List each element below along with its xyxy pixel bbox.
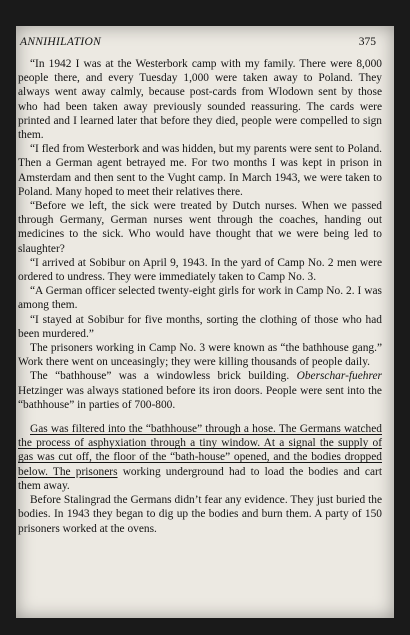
paragraph-selection: “A German officer selected twenty-eight girls for work in Camp No. 2. I was among them. xyxy=(18,285,382,312)
paragraph-bathhouse-building xyxy=(18,369,382,412)
page-body xyxy=(18,57,382,536)
paragraph-arrival: “I arrived at Sobibur on April 9, 1943. In the yard of Camp No. 2 men were ordered to undress. They were immediately taken to Camp No. 3. xyxy=(18,256,382,284)
book-page xyxy=(16,26,394,618)
paragraph-fled: “I fled from Westerbork and was hidden, but my parents were sent to Poland. Then a German agent betrayed me. For two months I was kept in prison in Amsterdam and then sent to the Vught camp. In March 1943, we were taken to Poland. Many hoped to meet their relatives there. xyxy=(18,143,382,198)
page-header xyxy=(20,36,376,52)
paragraph-nurses: “Before we left, the sick were treated by Dutch nurses. When we passed through Germany, German nurses went through the coaches, handing out medicines to the sick. Who would have thought that we were being led to slaughter? xyxy=(18,200,382,255)
bathhouse-text-2: Hetzinger was always stationed before its iron doors. People were sent into the “bathhouse” in parties of 700-800. xyxy=(18,384,382,411)
bathhouse-text-1: The “bathhouse” was a windowless brick building. xyxy=(30,370,297,383)
paragraph-gas xyxy=(18,422,382,493)
rank-italic: Oberschar-fuehrer xyxy=(296,370,382,383)
running-title: ANNIHILATION xyxy=(20,36,102,48)
paragraph-westerbork: “In 1942 I was at the Westerbork camp with my family. There were 8,000 people there, and every Tuesday 1,000 were taken away to Poland. They always went away calmly, because post-cards from Wlodown sent by those who had been taken away previously sounded reassuring. The cards were printed and I learned later that before they died, people were compelled to sign them. xyxy=(18,58,382,142)
page-number: 375 xyxy=(358,36,376,48)
underlined-passage: Gas was filtered into the “bathhouse” through a hose. The Germans watched the process of asphyxiation through a tiny window. At a signal the supply of gas was cut off, the floor of the “bath-house” opened, and the bodies dropped below. The prisoners xyxy=(18,423,382,478)
paragraph-sorting: “I stayed at Sobibur for five months, sorting the clothing of those who had been murdered.” xyxy=(18,313,382,340)
paragraph-bathhouse-gang: The prisoners working in Camp No. 3 were known as “the bathhouse gang.” Work there went on unceasingly; they were killing thousands of people daily. xyxy=(18,342,382,369)
paragraph-stalingrad: Before Stalingrad the Germans didn’t fear any evidence. They just buried the bodies. In 1943 they began to dig up the bodies and burn them. A party of 150 prisoners worked at the ovens. xyxy=(18,494,382,535)
gas-text-rest: working underground had to load the bodies and cart them away. xyxy=(18,465,382,492)
